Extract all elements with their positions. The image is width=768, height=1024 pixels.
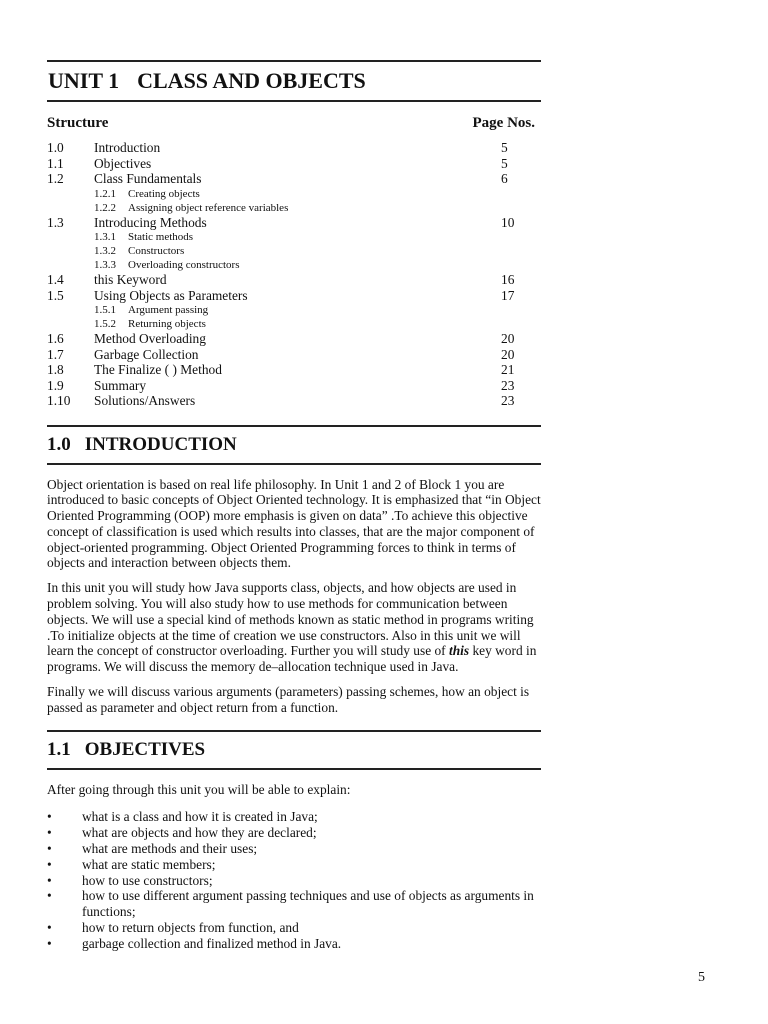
intro-p2-text-start: In this unit you will study how Java supports class, objects, and how objects are used in problem solving. You will also study how to use methods for communication between objects. We will use a special kind of methods known as static method in programs writing .To initialize objects at the time of creation we use constructors. Also in this unit we will learn the concept of constructor overloading. Further you will study use of bbox=[47, 580, 534, 659]
toc-entry-title: Using Objects as Parameters bbox=[94, 287, 248, 303]
objective-text: how to return objects from function, and bbox=[82, 920, 299, 936]
toc-entry-number: 1.10 bbox=[47, 393, 71, 408]
unit-bottom-rule bbox=[47, 100, 541, 102]
bullet-icon: • bbox=[47, 935, 52, 951]
toc-entry bbox=[47, 215, 541, 231]
toc-subentry bbox=[47, 201, 541, 215]
unit-top-rule bbox=[47, 60, 541, 62]
bullet-icon: • bbox=[47, 856, 52, 872]
objective-item bbox=[47, 825, 541, 841]
toc-entry-title: Garbage Collection bbox=[94, 346, 199, 362]
bullet-icon: • bbox=[47, 825, 52, 841]
toc-subentry bbox=[47, 303, 541, 317]
toc-entry-title: Summary bbox=[94, 377, 147, 393]
objectives-bottom-rule bbox=[47, 768, 541, 770]
toc-subentry-number: 1.5.1 bbox=[94, 304, 116, 316]
toc-entry bbox=[47, 362, 541, 378]
this-keyword: this bbox=[449, 643, 470, 659]
objective-item bbox=[47, 936, 541, 952]
toc-subentry-number: 1.2.2 bbox=[94, 201, 116, 214]
toc-entry-number: 1.5 bbox=[47, 287, 64, 303]
toc-entry-page: 23 bbox=[501, 393, 515, 408]
page-content bbox=[47, 60, 541, 952]
toc-entry-page: 5 bbox=[501, 140, 508, 155]
objective-item bbox=[47, 873, 541, 889]
objective-item bbox=[47, 857, 541, 873]
objective-text: how to use constructors; bbox=[82, 872, 213, 888]
toc-subentry-title: Assigning object reference variables bbox=[128, 201, 289, 214]
toc-entry-page: 17 bbox=[501, 287, 515, 303]
toc-entry-number: 1.1 bbox=[47, 155, 64, 171]
objectives-intro: After going through this unit you will be able to explain: bbox=[47, 781, 351, 797]
toc-entry-title: Method Overloading bbox=[94, 331, 206, 346]
objectives-list bbox=[47, 809, 541, 951]
intro-paragraph-1: Object orientation is based on real life philosophy. In Unit 1 and 2 of Block 1 you are introduced to basic concepts of Object Oriented technology. It is emphasized that “in Object Oriented Programming (OOP) more emphasis is given on data” .To achieve this objective concept of classification is used which results into classes, that are the major component of object-oriented programming. Object Oriented Programming forces to think in terms of objects and interaction between objects them. bbox=[47, 476, 541, 571]
toc-subentry-title: Constructors bbox=[128, 245, 185, 257]
bullet-icon: • bbox=[47, 809, 52, 825]
toc-entry-page: 10 bbox=[501, 214, 515, 230]
toc-entry bbox=[47, 288, 541, 304]
toc-entry-title: Class Fundamentals bbox=[94, 171, 202, 186]
toc-entry-number: 1.4 bbox=[47, 272, 64, 287]
intro-p2-text-end: key word in programs. We will discuss the memory de–allocation technique used in Java. bbox=[47, 643, 537, 675]
toc-subentry bbox=[47, 317, 541, 331]
toc-subentry-title: Argument passing bbox=[128, 304, 209, 316]
intro-title: INTRODUCTION bbox=[84, 433, 237, 455]
toc-entry-number: 1.0 bbox=[47, 140, 64, 155]
objectives-top-rule bbox=[47, 730, 541, 732]
objective-item bbox=[47, 888, 541, 920]
toc-entry bbox=[47, 331, 541, 347]
objective-item bbox=[47, 809, 541, 825]
toc-subentry-number: 1.3.2 bbox=[94, 245, 116, 257]
toc-entry-number: 1.9 bbox=[47, 377, 64, 393]
intro-heading bbox=[47, 433, 541, 457]
toc-entry bbox=[47, 156, 541, 172]
toc-entry-title: Solutions/Answers bbox=[94, 393, 196, 408]
toc-entry-number: 1.8 bbox=[47, 362, 64, 377]
objectives-heading bbox=[47, 738, 541, 762]
bullet-icon: • bbox=[47, 841, 52, 857]
toc-subentry bbox=[47, 244, 541, 258]
toc-entry-page: 5 bbox=[501, 155, 508, 171]
structure-header bbox=[47, 115, 541, 132]
toc-subentry-title: Returning objects bbox=[128, 318, 206, 330]
bullet-icon: • bbox=[47, 888, 52, 904]
objectives-title: OBJECTIVES bbox=[84, 738, 206, 760]
toc-entry-title: this Keyword bbox=[94, 272, 167, 287]
unit-title bbox=[47, 68, 541, 94]
toc-subentry bbox=[47, 258, 541, 272]
toc-entry-page: 20 bbox=[501, 331, 515, 346]
objective-text: how to use different argument passing techniques and use of objects as arguments in functions; bbox=[82, 888, 534, 920]
objective-text: what is a class and how it is created in Java; bbox=[82, 809, 318, 825]
intro-top-rule bbox=[47, 425, 541, 427]
objective-text: what are methods and their uses; bbox=[82, 841, 258, 857]
toc-subentry bbox=[47, 187, 541, 201]
objectives-number: 1.1 bbox=[47, 738, 71, 760]
intro-number: 1.0 bbox=[47, 433, 71, 455]
toc-entry bbox=[47, 393, 541, 409]
objective-item bbox=[47, 920, 541, 936]
toc-entry-page: 16 bbox=[501, 272, 515, 287]
toc-subentry-number: 1.3.1 bbox=[94, 231, 116, 243]
toc-subentry-number: 1.2.1 bbox=[94, 187, 116, 200]
intro-paragraph-2 bbox=[47, 580, 541, 675]
toc-entry bbox=[47, 378, 541, 394]
toc-entry-number: 1.2 bbox=[47, 171, 64, 186]
toc-subentry bbox=[47, 230, 541, 244]
toc-entry-title: Introduction bbox=[94, 140, 161, 155]
toc-entry bbox=[47, 171, 541, 187]
intro-paragraph-3: Finally we will discuss various arguments (parameters) passing schemes, how an object is passed as parameter and object return from a function. bbox=[47, 684, 530, 715]
toc-entry-page: 20 bbox=[501, 346, 515, 362]
toc-entry-page: 23 bbox=[501, 377, 515, 393]
objective-text: what are static members; bbox=[82, 856, 216, 872]
objective-text: what are objects and how they are declared; bbox=[82, 825, 317, 841]
bullet-icon: • bbox=[47, 920, 52, 936]
toc-entry-page: 21 bbox=[501, 362, 515, 377]
structure-heading: Structure bbox=[47, 115, 109, 131]
toc-entry-page: 6 bbox=[501, 171, 508, 186]
toc-entry-title: The Finalize ( ) Method bbox=[94, 362, 222, 377]
bullet-icon: • bbox=[47, 872, 52, 888]
toc-entry bbox=[47, 140, 541, 156]
unit-label: UNIT 1 bbox=[48, 68, 120, 93]
toc-entry bbox=[47, 272, 541, 288]
page-number: 5 bbox=[698, 970, 705, 985]
page-nos-heading: Page Nos. bbox=[472, 115, 535, 131]
unit-name: CLASS AND OBJECTS bbox=[137, 68, 366, 93]
toc-entry-title: Introducing Methods bbox=[94, 214, 207, 230]
intro-bottom-rule bbox=[47, 463, 541, 465]
toc-subentry-number: 1.5.2 bbox=[94, 318, 116, 330]
toc-subentry-title: Overloading constructors bbox=[128, 259, 240, 271]
toc-entry-number: 1.7 bbox=[47, 346, 64, 362]
toc-entry-number: 1.3 bbox=[47, 214, 64, 230]
toc-subentry-number: 1.3.3 bbox=[94, 259, 116, 271]
toc-entry-title: Objectives bbox=[94, 155, 152, 171]
toc-subentry-title: Creating objects bbox=[128, 187, 200, 200]
table-of-contents bbox=[47, 140, 541, 409]
objective-text: garbage collection and finalized method in Java. bbox=[82, 935, 342, 951]
toc-subentry-title: Static methods bbox=[128, 231, 194, 243]
toc-entry-number: 1.6 bbox=[47, 331, 64, 346]
toc-entry bbox=[47, 347, 541, 363]
objective-item bbox=[47, 841, 541, 857]
